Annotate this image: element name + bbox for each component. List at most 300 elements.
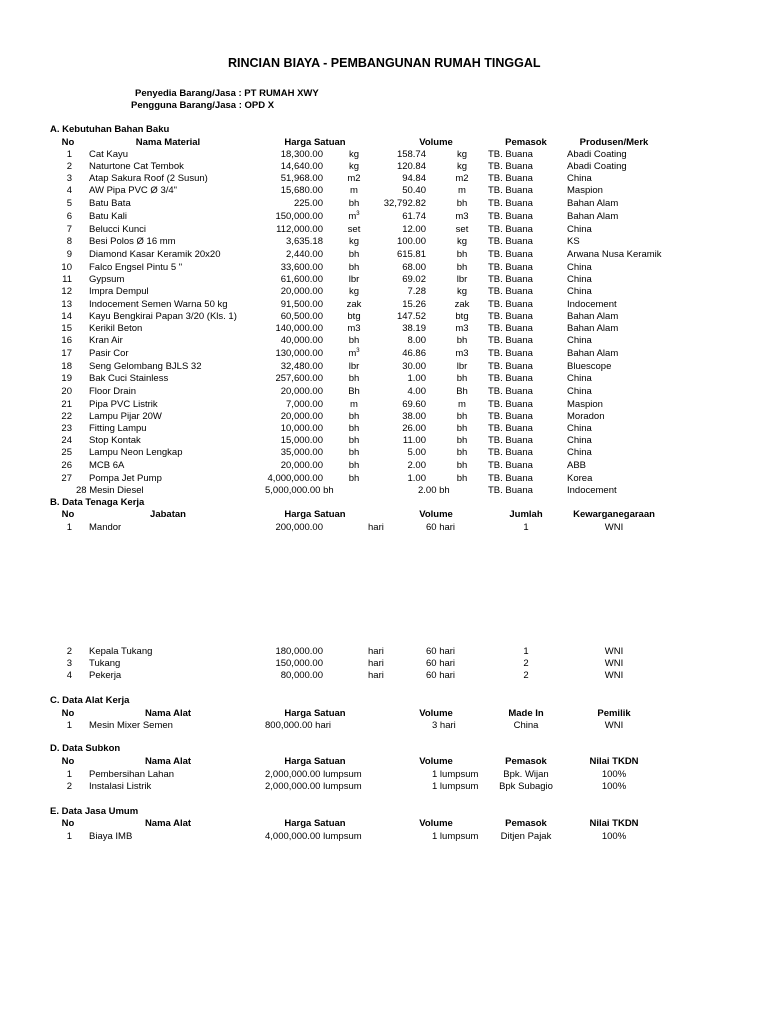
row-no: 11 <box>62 274 72 285</box>
price-unit: bh <box>348 262 360 273</box>
volume-unit: m3 <box>455 211 469 222</box>
volume: 26.00 <box>402 423 426 434</box>
supplier: TB. Buana <box>488 262 533 273</box>
unit-price: 180,000.00 <box>275 646 323 657</box>
supplier: TB. Buana <box>488 435 533 446</box>
nationality: WNI <box>604 646 624 657</box>
price-unit: kg <box>348 161 360 172</box>
volume-unit: btg <box>455 311 469 322</box>
row-no: 3 <box>66 173 72 184</box>
supplier: TB. Buana <box>488 423 533 434</box>
supplier: TB. Buana <box>488 224 533 235</box>
col-6: 100% <box>601 831 627 842</box>
price-unit: $m^3$ <box>348 210 360 222</box>
volume: 3 hari <box>432 720 456 731</box>
section-e-header: Nilai TKDN <box>589 818 639 829</box>
price-unit: hari <box>368 658 384 669</box>
volume-unit: m3 <box>455 348 469 359</box>
supplier: TB. Buana <box>488 361 533 372</box>
supplier: TB. Buana <box>488 348 533 359</box>
material-name: Pipa PVC Listrik <box>89 399 158 410</box>
volume: 30.00 <box>402 361 426 372</box>
section-d-header: No <box>61 756 75 767</box>
price-unit: lbr <box>348 274 360 285</box>
volume: 1 lumpsum <box>432 781 479 792</box>
row-no: 13 <box>61 299 72 310</box>
unit-price: 140,000.00 <box>275 323 323 334</box>
material-name: Indocement Semen Warna 50 kg <box>89 299 228 310</box>
material-name: Seng Gelombang BJLS 32 <box>89 361 202 372</box>
price-unit: Bh <box>348 386 360 397</box>
volume: 69.60 <box>402 399 426 410</box>
volume: 32,792.82 <box>383 198 426 209</box>
unit-price: 80,000.00 <box>280 670 323 681</box>
volume: 60 hari <box>426 658 456 669</box>
supplier: TB. Buana <box>488 274 533 285</box>
material-name: Belucci Kunci <box>89 224 147 235</box>
price-unit: set <box>347 224 361 235</box>
row-no: 10 <box>61 262 72 273</box>
section-a-header: Pemasok <box>505 137 547 148</box>
section-d-header: Harga Satuan <box>284 756 346 767</box>
section-d-header: Volume <box>419 756 453 767</box>
manufacturer: Maspion <box>567 185 603 196</box>
volume: 100.00 <box>396 236 426 247</box>
count: 1 <box>523 522 529 533</box>
section-c-header: No <box>61 708 75 719</box>
volume: 5.00 <box>407 447 426 458</box>
price-unit: kg <box>348 149 360 160</box>
price-unit: m <box>350 185 358 196</box>
supplier: TB. Buana <box>488 335 533 346</box>
manufacturer: Bahan Alam <box>567 323 619 334</box>
volume: 69.02 <box>402 274 426 285</box>
manufacturer: China <box>567 286 592 297</box>
unit-price: 91,500.00 <box>280 299 323 310</box>
section-c-header: Harga Satuan <box>284 708 346 719</box>
supplier: TB. Buana <box>488 211 533 222</box>
unit-price: 150,000.00 <box>275 658 323 669</box>
section-c-header: Nama Alat <box>144 708 192 719</box>
manufacturer: China <box>567 274 592 285</box>
row-no: 15 <box>61 323 72 334</box>
unit-price: 32,480.00 <box>280 361 323 372</box>
material-name: Batu Bata <box>89 198 131 209</box>
price-unit: hari <box>368 522 384 533</box>
row-no: 9 <box>66 249 72 260</box>
price-unit: m3 <box>347 323 361 334</box>
price-unit: hari <box>368 646 384 657</box>
row-no: 1 <box>66 769 72 780</box>
material-name: Lampu Neon Lengkap <box>89 447 183 458</box>
section-e-header: No <box>61 818 75 829</box>
price-unit: kg <box>348 236 360 247</box>
volume: 147.52 <box>396 311 426 322</box>
section-b-header: Volume <box>419 509 453 520</box>
price-unit: m2 <box>347 173 361 184</box>
supplier: TB. Buana <box>488 447 533 458</box>
section-e-header: Harga Satuan <box>284 818 346 829</box>
price-unit: bh <box>348 411 360 422</box>
row-no: 23 <box>61 423 72 434</box>
manufacturer: China <box>567 335 592 346</box>
section-a-header: No <box>61 137 75 148</box>
volume-unit: bh <box>456 473 468 484</box>
section-d-header: Pemasok <box>505 756 547 767</box>
section-a-header: Harga Satuan <box>284 137 346 148</box>
supplier: TB. Buana <box>488 485 533 496</box>
price-unit: bh <box>348 423 360 434</box>
manufacturer: China <box>567 423 592 434</box>
volume: 60 hari <box>426 670 456 681</box>
row-no: 18 <box>61 361 72 372</box>
section-b-heading: B. Data Tenaga Kerja <box>50 497 145 508</box>
manufacturer: Bahan Alam <box>567 311 619 322</box>
unit-price: 257,600.00 <box>275 373 323 384</box>
unit-price: 130,000.00 <box>275 348 323 359</box>
row-no: 4 <box>66 185 72 196</box>
supplier: TB. Buana <box>488 236 533 247</box>
supplier: TB. Buana <box>488 198 533 209</box>
manufacturer: Bahan Alam <box>567 348 619 359</box>
supplier: TB. Buana <box>488 161 533 172</box>
section-d-heading: D. Data Subkon <box>50 743 121 754</box>
unit-price: 15,680.00 <box>280 185 323 196</box>
col-6: 100% <box>601 769 627 780</box>
supplier: TB. Buana <box>488 411 533 422</box>
col-5: Ditjen Pajak <box>500 831 552 842</box>
row-no: 19 <box>61 373 72 384</box>
material-name: Impra Dempul <box>89 286 149 297</box>
section-d-header: Nilai TKDN <box>589 756 639 767</box>
section-b-header: Harga Satuan <box>284 509 346 520</box>
material-name: Floor Drain <box>89 386 136 397</box>
manufacturer: Abadi Coating <box>567 161 627 172</box>
supplier: TB. Buana <box>488 323 533 334</box>
volume-unit: bh <box>456 373 468 384</box>
volume: 60 hari <box>426 646 456 657</box>
price-unit: bh <box>348 435 360 446</box>
manufacturer: China <box>567 224 592 235</box>
count: 1 <box>523 646 529 657</box>
volume: 50.40 <box>402 185 426 196</box>
unit-price: 35,000.00 <box>280 447 323 458</box>
position-name: Pekerja <box>89 670 122 681</box>
item-name: Instalasi Listrik <box>89 781 152 792</box>
price-unit: bh <box>348 373 360 384</box>
row-no: 17 <box>61 348 72 359</box>
supplier: TB. Buana <box>488 311 533 322</box>
supplier: TB. Buana <box>488 373 533 384</box>
price-unit: bh <box>348 335 360 346</box>
unit-price: 112,000.00 <box>276 224 323 235</box>
volume-unit: bh <box>456 249 468 260</box>
volume-unit: set <box>455 224 469 235</box>
volume: 46.86 <box>402 348 426 359</box>
row-no: 1 <box>66 522 72 533</box>
col-6: 100% <box>601 781 627 792</box>
manufacturer: ABB <box>567 460 587 471</box>
volume: 38.19 <box>402 323 426 334</box>
volume-unit: m <box>458 185 466 196</box>
material-name: Batu Kali <box>89 211 128 222</box>
material-name: Fitting Lampu <box>89 423 147 434</box>
section-c-header: Pemilik <box>597 708 631 719</box>
section-c-header: Volume <box>419 708 453 719</box>
manufacturer: China <box>567 447 592 458</box>
row-no: 25 <box>61 447 72 458</box>
unit-price: 18,300.00 <box>280 149 323 160</box>
price-unit: bh <box>348 447 360 458</box>
unit-price: 2,440.00 <box>286 249 323 260</box>
material-name: Besi Polos Ø 16 mm <box>89 236 176 247</box>
section-c-header: Made In <box>508 708 544 719</box>
volume-unit: bh <box>456 435 468 446</box>
volume-unit: bh <box>456 411 468 422</box>
material-name: Stop Kontak <box>89 435 141 446</box>
section-a-header: Volume <box>419 137 453 148</box>
volume-unit: kg <box>456 236 468 247</box>
manufacturer: Bluescope <box>567 361 612 372</box>
col-6: WNI <box>604 720 624 731</box>
supplier: TB. Buana <box>488 473 533 484</box>
section-c-heading: C. Data Alat Kerja <box>50 695 130 706</box>
row-no: 16 <box>61 335 72 346</box>
row-no: 1 <box>66 720 72 731</box>
supplier: TB. Buana <box>488 399 533 410</box>
row-no: 26 <box>61 460 72 471</box>
material-name: Gypsum <box>89 274 125 285</box>
unit-price: 3,635.18 <box>286 236 323 247</box>
unit-price: 5,000,000.00 bh <box>265 485 334 496</box>
volume: 1.00 <box>407 373 426 384</box>
volume-unit: bh <box>456 262 468 273</box>
section-e-heading: E. Data Jasa Umum <box>50 806 139 817</box>
material-name: Pasir Cor <box>89 348 129 359</box>
nationality: WNI <box>604 522 624 533</box>
material-name: Pompa Jet Pump <box>89 473 162 484</box>
manufacturer: Indocement <box>567 299 617 310</box>
unit-price: 20,000.00 <box>280 460 323 471</box>
row-no: 2 <box>66 646 72 657</box>
unit-price: 15,000.00 <box>280 435 323 446</box>
material-name: Lampu Pijar 20W <box>89 411 162 422</box>
unit-price: 800,000.00 hari <box>265 720 332 731</box>
volume: 38.00 <box>402 411 426 422</box>
row-no: 2 <box>66 781 72 792</box>
row-no: 12 <box>61 286 72 297</box>
manufacturer: Korea <box>567 473 593 484</box>
unit-price: 33,600.00 <box>280 262 323 273</box>
material-name: Naturtone Cat Tembok <box>89 161 184 172</box>
manufacturer: Bahan Alam <box>567 211 619 222</box>
unit-price: 60,500.00 <box>280 311 323 322</box>
unit-price: 20,000.00 <box>280 386 323 397</box>
row-no: 20 <box>61 386 72 397</box>
row-no: 5 <box>66 198 72 209</box>
position-name: Kepala Tukang <box>89 646 153 657</box>
volume-unit: Bh <box>456 386 468 397</box>
row-no: 27 <box>61 473 72 484</box>
volume-unit: bh <box>456 198 468 209</box>
nationality: WNI <box>604 670 624 681</box>
supplier: TB. Buana <box>488 460 533 471</box>
price-unit: btg <box>347 311 361 322</box>
material-name: Atap Sakura Roof (2 Susun) <box>89 173 208 184</box>
unit-price: 51,968.00 <box>280 173 323 184</box>
unit-price: 2,000,000.00 lumpsum <box>265 781 362 792</box>
volume: 1 lumpsum <box>432 831 479 842</box>
price-unit: kg <box>348 286 360 297</box>
unit-price: 20,000.00 <box>280 286 323 297</box>
manufacturer: Moradon <box>567 411 605 422</box>
row-no: 3 <box>66 658 72 669</box>
volume: 1.00 <box>407 473 426 484</box>
row-no: 6 <box>66 211 72 222</box>
count: 2 <box>523 670 529 681</box>
row-no: 1 <box>66 831 72 842</box>
unit-price: 10,000.00 <box>280 423 323 434</box>
col-5: Bpk Subagio <box>499 781 553 792</box>
volume: 15.26 <box>402 299 426 310</box>
volume-unit: kg <box>456 149 468 160</box>
volume: 1 lumpsum <box>432 769 479 780</box>
row-no: 4 <box>66 670 72 681</box>
nationality: WNI <box>604 658 624 669</box>
volume: 158.74 <box>396 149 426 160</box>
volume-unit: m3 <box>455 323 469 334</box>
manufacturer: China <box>567 435 592 446</box>
price-unit: bh <box>348 473 360 484</box>
row-no: 8 <box>66 236 72 247</box>
volume-unit: bh <box>456 447 468 458</box>
section-d-header: Nama Alat <box>144 756 192 767</box>
supplier: TB. Buana <box>488 286 533 297</box>
section-b-header: No <box>61 509 75 520</box>
manufacturer: Indocement <box>567 485 617 496</box>
material-name: Kran Air <box>89 335 123 346</box>
volume: 7.28 <box>407 286 426 297</box>
volume: 8.00 <box>407 335 426 346</box>
price-unit: m <box>350 399 358 410</box>
volume-unit: kg <box>456 161 468 172</box>
document-title: RINCIAN BIAYA - PEMBANGUNAN RUMAH TINGGAL <box>228 56 541 70</box>
section-a-header: Nama Material <box>135 137 201 148</box>
section-e-header: Pemasok <box>505 818 547 829</box>
row-no: 7 <box>66 224 72 235</box>
supplier: TB. Buana <box>488 149 533 160</box>
row-no: 14 <box>61 311 72 322</box>
volume: 68.00 <box>402 262 426 273</box>
volume-unit: m2 <box>455 173 469 184</box>
supplier: TB. Buana <box>488 185 533 196</box>
unit-price: 200,000.00 <box>275 522 323 533</box>
price-unit: $m^3$ <box>348 347 360 359</box>
section-b-header: Kewarganegaraan <box>573 509 655 520</box>
section-b-header: Jumlah <box>509 509 543 520</box>
unit-price: 150,000.00 <box>275 211 323 222</box>
manufacturer: China <box>567 173 592 184</box>
volume-unit: lbr <box>456 274 468 285</box>
price-unit: lbr <box>348 361 360 372</box>
row-no: 1 <box>66 149 72 160</box>
material-name: Cat Kayu <box>89 149 129 160</box>
volume-unit: lbr <box>456 361 468 372</box>
unit-price: 61,600.00 <box>280 274 323 285</box>
price-unit: hari <box>368 670 384 681</box>
material-name: MCB 6A <box>89 460 125 471</box>
col-5: Bpk. Wijan <box>503 769 549 780</box>
price-unit: zak <box>346 299 362 310</box>
section-e-header: Volume <box>419 818 453 829</box>
row-no: 22 <box>61 411 72 422</box>
user-line: Pengguna Barang/Jasa : OPD X <box>131 100 275 111</box>
material-name: 28 Mesin Diesel <box>76 485 144 496</box>
unit-price: 2,000,000.00 lumpsum <box>265 769 362 780</box>
manufacturer: Arwana Nusa Keramik <box>567 249 662 260</box>
row-no: 21 <box>61 399 72 410</box>
position-name: Tukang <box>89 658 121 669</box>
manufacturer: China <box>567 386 592 397</box>
section-a-header: Produsen/Merk <box>579 137 649 148</box>
volume-unit: bh <box>456 423 468 434</box>
row-no: 24 <box>61 435 72 446</box>
volume: 94.84 <box>402 173 426 184</box>
supplier: TB. Buana <box>488 173 533 184</box>
material-name: Kayu Bengkirai Papan 3/20 (Kls. 1) <box>89 311 237 322</box>
unit-price: 40,000.00 <box>280 335 323 346</box>
volume-unit: bh <box>456 460 468 471</box>
volume: 11.00 <box>402 435 426 446</box>
item-name: Pembersihan Lahan <box>89 769 175 780</box>
volume: 61.74 <box>402 211 426 222</box>
price-unit: bh <box>348 249 360 260</box>
manufacturer: China <box>567 262 592 273</box>
volume: 615.81 <box>396 249 426 260</box>
item-name: Biaya IMB <box>89 831 133 842</box>
col-5: China <box>513 720 539 731</box>
volume: 2.00 bh <box>418 485 450 496</box>
unit-price: 14,640.00 <box>280 161 323 172</box>
volume: 60 hari <box>426 522 456 533</box>
unit-price: 7,000.00 <box>286 399 323 410</box>
supplier: TB. Buana <box>488 386 533 397</box>
section-b-header: Jabatan <box>150 509 186 520</box>
volume: 2.00 <box>407 460 426 471</box>
price-unit: bh <box>348 198 360 209</box>
position-name: Mandor <box>89 522 122 533</box>
item-name: Mesin Mixer Semen <box>89 720 173 731</box>
material-name: AW Pipa PVC Ø 3/4" <box>89 185 178 196</box>
material-name: Falco Engsel Pintu 5 " <box>89 262 183 273</box>
volume: 12.00 <box>402 224 426 235</box>
section-e-header: Nama Alat <box>144 818 192 829</box>
manufacturer: Bahan Alam <box>567 198 619 209</box>
supplier: TB. Buana <box>488 299 533 310</box>
count: 2 <box>523 658 529 669</box>
volume: 120.84 <box>396 161 426 172</box>
unit-price: 225.00 <box>293 198 323 209</box>
manufacturer: KS <box>567 236 580 247</box>
volume-unit: zak <box>454 299 470 310</box>
material-name: Kerikil Beton <box>89 323 143 334</box>
manufacturer: Maspion <box>567 399 603 410</box>
volume: 4.00 <box>407 386 426 397</box>
volume-unit: m <box>458 399 466 410</box>
material-name: Bak Cuci Stainless <box>89 373 169 384</box>
material-name: Diamond Kasar Keramik 20x20 <box>89 249 221 260</box>
supplier: TB. Buana <box>488 249 533 260</box>
